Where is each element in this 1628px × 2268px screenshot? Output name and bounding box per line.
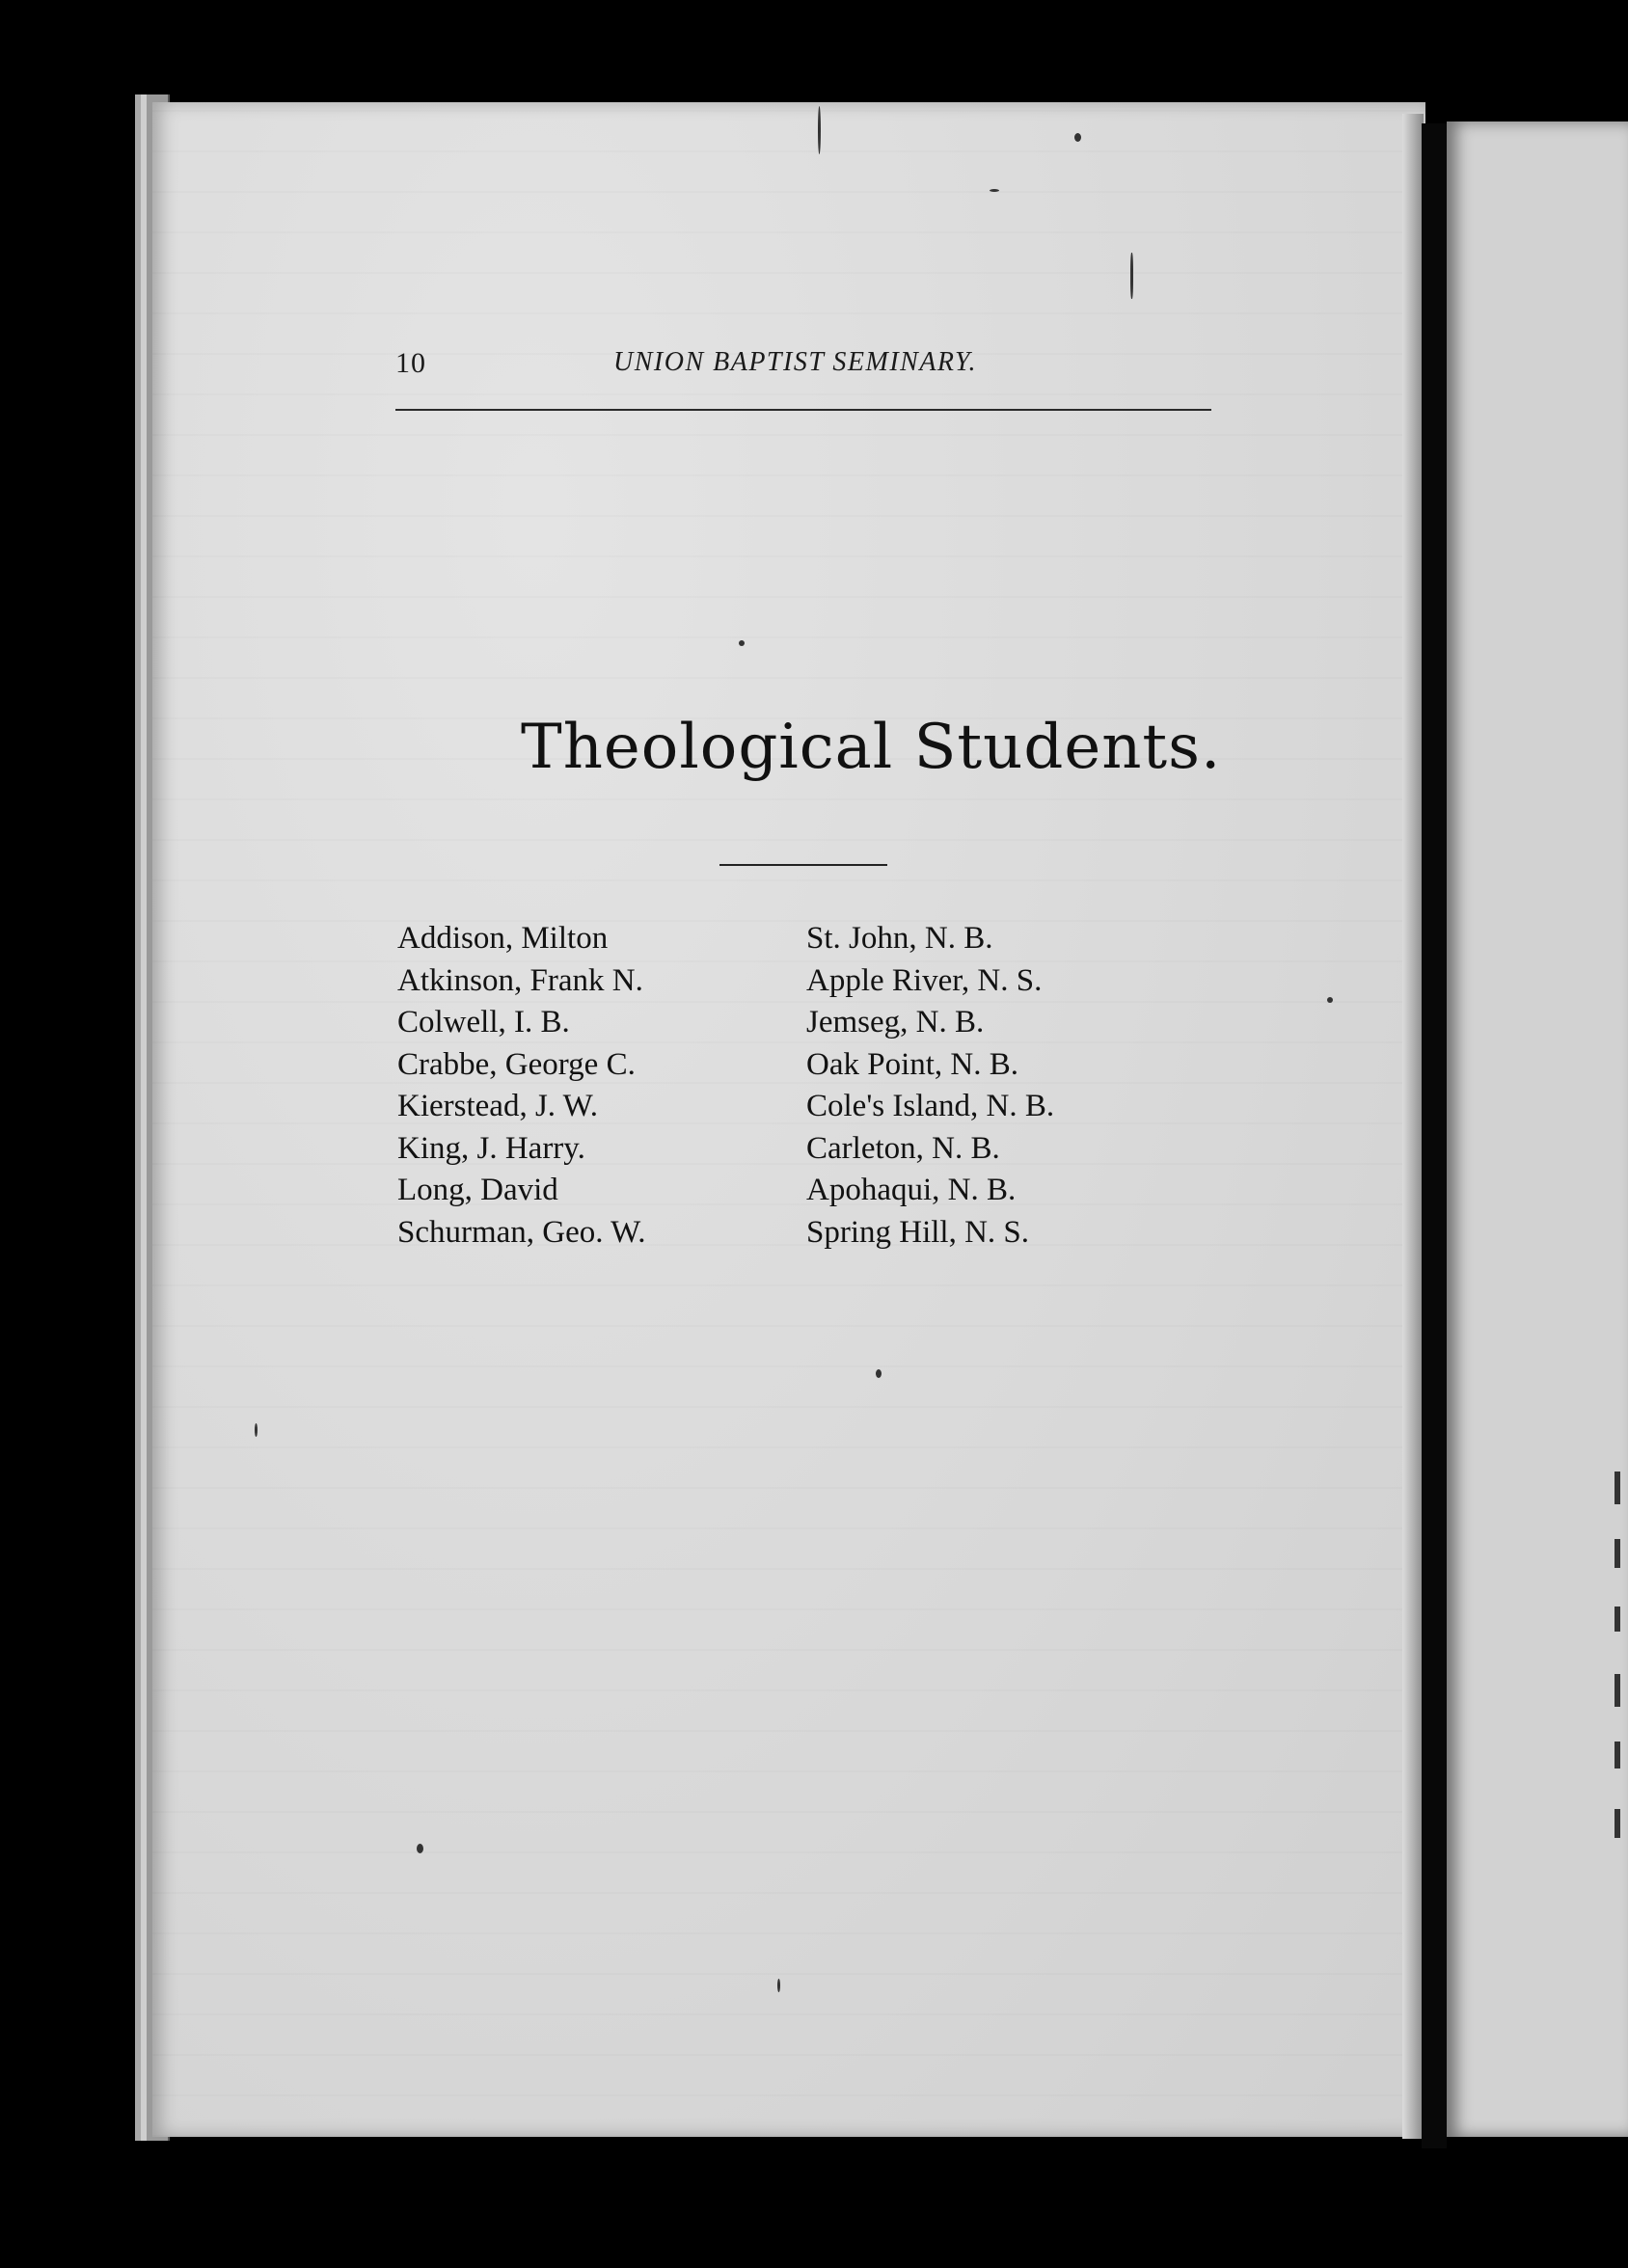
student-hometown: Spring Hill, N. S. bbox=[806, 1214, 1030, 1250]
dust-speck bbox=[1074, 133, 1081, 142]
student-row bbox=[397, 918, 1130, 960]
dust-speck bbox=[876, 1369, 882, 1378]
student-row bbox=[397, 1170, 1130, 1212]
book-gutter bbox=[1422, 123, 1447, 2148]
student-row bbox=[397, 960, 1130, 1003]
student-row bbox=[397, 1128, 1130, 1171]
ink-mark bbox=[1130, 253, 1133, 299]
ink-mark bbox=[818, 106, 821, 154]
facing-page-text-fragment bbox=[1614, 1472, 1620, 1504]
student-hometown: Cole's Island, N. B. bbox=[806, 1089, 1055, 1123]
facing-page bbox=[1447, 122, 1628, 2137]
student-name: Colwell, I. B. bbox=[397, 1005, 570, 1040]
dust-speck bbox=[739, 640, 745, 646]
facing-page-text-fragment bbox=[1614, 1809, 1620, 1838]
student-name: Addison, Milton bbox=[397, 921, 609, 956]
section-title: Theological Students. bbox=[521, 712, 1222, 783]
dust-speck bbox=[990, 189, 999, 192]
dust-speck bbox=[417, 1844, 423, 1853]
student-name: Atkinson, Frank N. bbox=[397, 962, 643, 998]
student-row bbox=[397, 1002, 1130, 1044]
student-hometown: Apohaqui, N. B. bbox=[806, 1173, 1017, 1207]
student-name: Long, David bbox=[397, 1173, 558, 1207]
student-name: Kierstead, J. W. bbox=[397, 1089, 599, 1123]
dust-speck bbox=[255, 1423, 258, 1437]
student-hometown: Carleton, N. B. bbox=[806, 1130, 1000, 1166]
facing-page-text-fragment bbox=[1614, 1674, 1620, 1707]
page-number: 10 bbox=[395, 347, 426, 379]
student-row bbox=[397, 1212, 1130, 1255]
student-hometown: Jemseg, N. B. bbox=[806, 1005, 985, 1040]
student-row bbox=[397, 1086, 1130, 1128]
student-row bbox=[397, 1044, 1130, 1087]
student-hometown: Apple River, N. S. bbox=[806, 962, 1043, 998]
facing-page-text-fragment bbox=[1614, 1606, 1620, 1632]
dust-speck bbox=[1327, 997, 1333, 1003]
running-title: UNION BAPTIST SEMINARY. bbox=[613, 347, 978, 377]
student-name: Crabbe, George C. bbox=[397, 1046, 636, 1082]
dust-speck bbox=[777, 1979, 780, 1992]
facing-page-text-fragment bbox=[1614, 1742, 1620, 1768]
student-hometown: St. John, N. B. bbox=[806, 921, 993, 956]
header-rule bbox=[395, 409, 1211, 411]
running-header bbox=[395, 347, 1211, 386]
student-name: King, J. Harry. bbox=[397, 1130, 585, 1166]
student-hometown: Oak Point, N. B. bbox=[806, 1046, 1019, 1082]
student-name: Schurman, Geo. W. bbox=[397, 1214, 646, 1250]
facing-page-text-fragment bbox=[1614, 1539, 1620, 1568]
gutter-shadow bbox=[1402, 114, 1424, 2139]
student-roster bbox=[397, 918, 1130, 1254]
section-divider bbox=[719, 864, 887, 866]
